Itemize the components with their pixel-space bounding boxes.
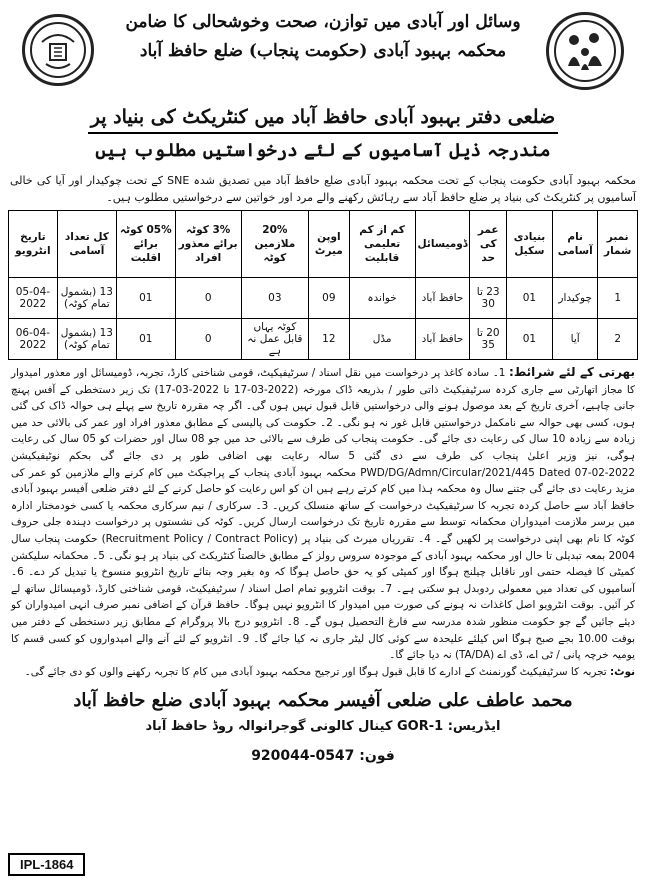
column-header: تاریخ انٹرویو (9, 211, 58, 278)
intro-paragraph: محکمہ بہبود آبادی حکومت پنجاب کے تحت محکمہ بہبود آبادی ضلع حافظ آباد میں تصدیق شدہ SNE کے تحت چوکیدار اور آیا کی خالی آسامیوں پر کنٹریکٹ کی بنیاد پر ضلع حافظ آباد سے رہائش رکھنے والے مرد اور خواتین سے درخواستیں مطلوب ہیں۔ (10, 174, 637, 204)
table-cell: حافظ آباد (415, 319, 470, 360)
note-title: نوٹ: (609, 665, 635, 678)
vacancies-table (8, 210, 638, 360)
column-header: نام آسامی (552, 211, 597, 278)
table-header-row (9, 211, 638, 278)
table-cell: 0 (175, 319, 241, 360)
column-header: نمبر شمار (598, 211, 638, 278)
table-row (9, 278, 638, 319)
table-cell: 2 (598, 319, 638, 360)
table-cell: 13 (بشمول تمام کوٹہ) (57, 278, 116, 319)
table-cell: 03 (241, 278, 308, 319)
column-header: عمر کی حد (470, 211, 506, 278)
table-cell: آیا (552, 319, 597, 360)
table-cell: 01 (506, 278, 552, 319)
column-header: اوپن میرٹ (309, 211, 350, 278)
column-header: ڈومیسائل (415, 211, 470, 278)
population-welfare-logo-icon (546, 12, 624, 90)
table-row (9, 319, 638, 360)
office-address: ایڈریس: GOR-1 کینال کالونی گوجرانوالہ روڈ حافظ آباد (145, 718, 501, 734)
table-cell: 0 (175, 278, 241, 319)
table-cell: 1 (598, 278, 638, 319)
table-cell: حافظ آباد (415, 278, 470, 319)
column-header: 05% کوٹہ برائے اقلیت (116, 211, 175, 278)
table-cell: 01 (506, 319, 552, 360)
table-cell: 01 (116, 278, 175, 319)
table-cell: 20 تا 35 (470, 319, 506, 360)
ipl-code: IPL-1864 (8, 853, 85, 876)
column-header: کم از کم تعلیمی قابلیت (349, 211, 415, 278)
recruitment-terms (8, 364, 638, 664)
table-cell: 05-04-2022 (9, 278, 58, 319)
banner-subheading: مندرجہ ذیل آسامیوں کے لئے درخواستیں مطلوب ہیں (95, 140, 551, 161)
table-cell: 09 (309, 278, 350, 319)
column-header: 3% کوٹہ برائے معذور افراد (175, 211, 241, 278)
table-cell: 06-04-2022 (9, 319, 58, 360)
table-cell: مڈل (349, 319, 415, 360)
officer-name: محمد عاطف علی ضلعی آفیسر محکمہ بہبود آبادی ضلع حافظ آباد (73, 689, 573, 711)
punjab-government-emblem-icon (22, 14, 94, 86)
header-department: محکمہ بہبود آبادی (حکومت پنجاب) ضلع حافظ آباد (139, 41, 507, 61)
table-cell: کوٹہ یہاں قابل عمل نہ ہے (241, 319, 308, 360)
table-cell: 01 (116, 319, 175, 360)
note-body: تجربہ کا سرٹیفیکیٹ گورنمنٹ کے ادارے کا قابل قبول ہوگا اور ترجیح محکمہ بہبود آبادی میں کام کا تجربہ رکھنے والوں کو دی جائے گی۔ (24, 665, 607, 678)
table-cell: 23 تا 30 (470, 278, 506, 319)
terms-body: 1۔ سادہ کاغذ پر درخواست میں نقل اسناد / سرٹیفیکیٹ، قومی شناختی کارڈ، تجربہ، ڈومیسائل اور معذور امیدوار کا مجاز اتھارٹی سے جاری کردہ سرٹیفیکیٹ ذاتی طور / بذریعہ ڈاک مورخہ (2022-03-17 تا 2022-03-17) تک زیر دستخطی کے آفس پہنچ جانی چاہیے، آخری تاریخ کے بعد موصول ہونے والی درخواستیں قابل قبول نہیں ہوں گی۔ اگر چہ مقررہ تاریخ سے پہلے ہی حوالہ ڈاک کی گئی ہوں، کسی بھی حوالہ سے نامکمل درخواستیں قابل غور نہ ہو نگی۔ 2۔ حکومت کی پالیسی کے مطابق معذور افراد اور عمر کی بالائی حد میں زیادہ سے زیادہ 10 سال کی رعایت دی جائے گی۔ حکومت پنجاب کی طرف سے بالائی حد میں جو 08 سال اور حضرات کو 05 سال کی رعایت ہوگی، نیز وزیر اعلیٰ پنجاب کی طرف سے دی گئی 5 سالہ رعایت بھی اضافی طور پر دی جائے گی بحکم نوٹیفیکیشن PWD/DG/Admn/Circular/2021/445 Dated 07-02-2022 محکمہ بہبود آبادی پنجاب کے پراجیکٹ میں کام کرنے والے ملازمین کو عمر کی مزید رعایت دی جائے گی جتنے سال وہ محکمہ ہذا میں کام کرتے رہے ہیں ان کو اس رعایت کو حاصل کرنے کے لئے دفتر ضلعی آفیسر بہبود آبادی حافظ آباد سے حاصل کردہ تجربہ کا سرٹیفیکیٹ درخواست کے ساتھ منسلک کریں۔ 3۔ سرکاری / نیم سرکاری محکمہ یا کسی خودمختار ادارہ میں برسر ملازمت امیدواران محکمانہ توسط سے مقررہ تاریخ تک درخواست ارسال کریں۔ کوٹہ کی نشستوں پر درخواست دہندہ جلی حروف کوٹہ کا نام بھی اپنی درخواست پر لکھیں گے۔ 4۔ تقرریاں میرٹ کی بنیاد پر (Recruitment Policy / Contract Policy) حکومت پنجاب سال 2004 بمعہ تبدیلی تا حال اور محکمہ بہبود آبادی کے موجودہ سروس رولز کے مطابق خالصتاً کنٹریکٹ کی بنیاد پر ہو نگی۔ 5۔ محکمانہ سلیکشن کمیٹی کا فیصلہ حتمی اور ناقابل چیلنج ہوگا اور کمیٹی کو یہ حق حاصل ہوگا کہ وہ بغیر وجہ بتائے تاریخ انٹرویو منسوخ یا تبدیل کر دے۔ 6۔ آسامیوں کی تعداد میں معمولی ردوبدل ہو سکتی ہے۔ 7۔ بوقت انٹرویو تمام اصل اسناد / سرٹیفیکیٹ، قومی شناختی کارڈ، ڈومیسائل ساتھ لے کر آئیں۔ بوقت انٹرویو اصل کاغذات نہ ہونے کی صورت میں امیدوار کا انٹرویو نہیں ہوگا۔ حافظ قرآن کے اضافی نمبر صرف انہی امیدواران کو دیئے جائیں گے جو حکومت منظور شدہ مدرسہ سے فارغ التحصیل ہوں گے۔ 8۔ انٹرویو درج بالا پروگرام کے مطابق زیر دستخطی کے دفتر میں بوقت 10.00 بجے صبح ہوگا اس کیلئے علیحدہ سے کوئی کال لیٹر جاری نہ کیا جائے گا۔ 9۔ انٹرویو کے لئے آنے والے امیدواروں کو کسی قسم کا یومیہ خرچہ پانی / ٹی اے، ڈی اے (TA/DA) نہ دیا جائے گا۔ (11, 367, 636, 662)
phone-number: فون: 0547-920044 (251, 747, 395, 764)
table-cell: 12 (309, 319, 350, 360)
table-cell: چوکیدار (552, 278, 597, 319)
column-header: کل تعداد آسامی (57, 211, 116, 278)
header (8, 6, 638, 98)
column-header: 20% ملازمین کوٹہ (241, 211, 308, 278)
note (8, 664, 638, 680)
table-cell: خواندہ (349, 278, 415, 319)
header-slogan: وسائل اور آبادی میں توازن، صحت وخوشحالی کا ضامن (125, 12, 521, 32)
terms-title: بھرتی کے لئے شرائط: (509, 365, 635, 379)
banner-heading: ضلعی دفتر بہبود آبادی حافظ آباد میں کنٹریکٹ کی بنیاد پر (88, 102, 558, 134)
column-header: بنیادی سکیل (506, 211, 552, 278)
table-cell: 13 (بشمول تمام کوٹہ) (57, 319, 116, 360)
